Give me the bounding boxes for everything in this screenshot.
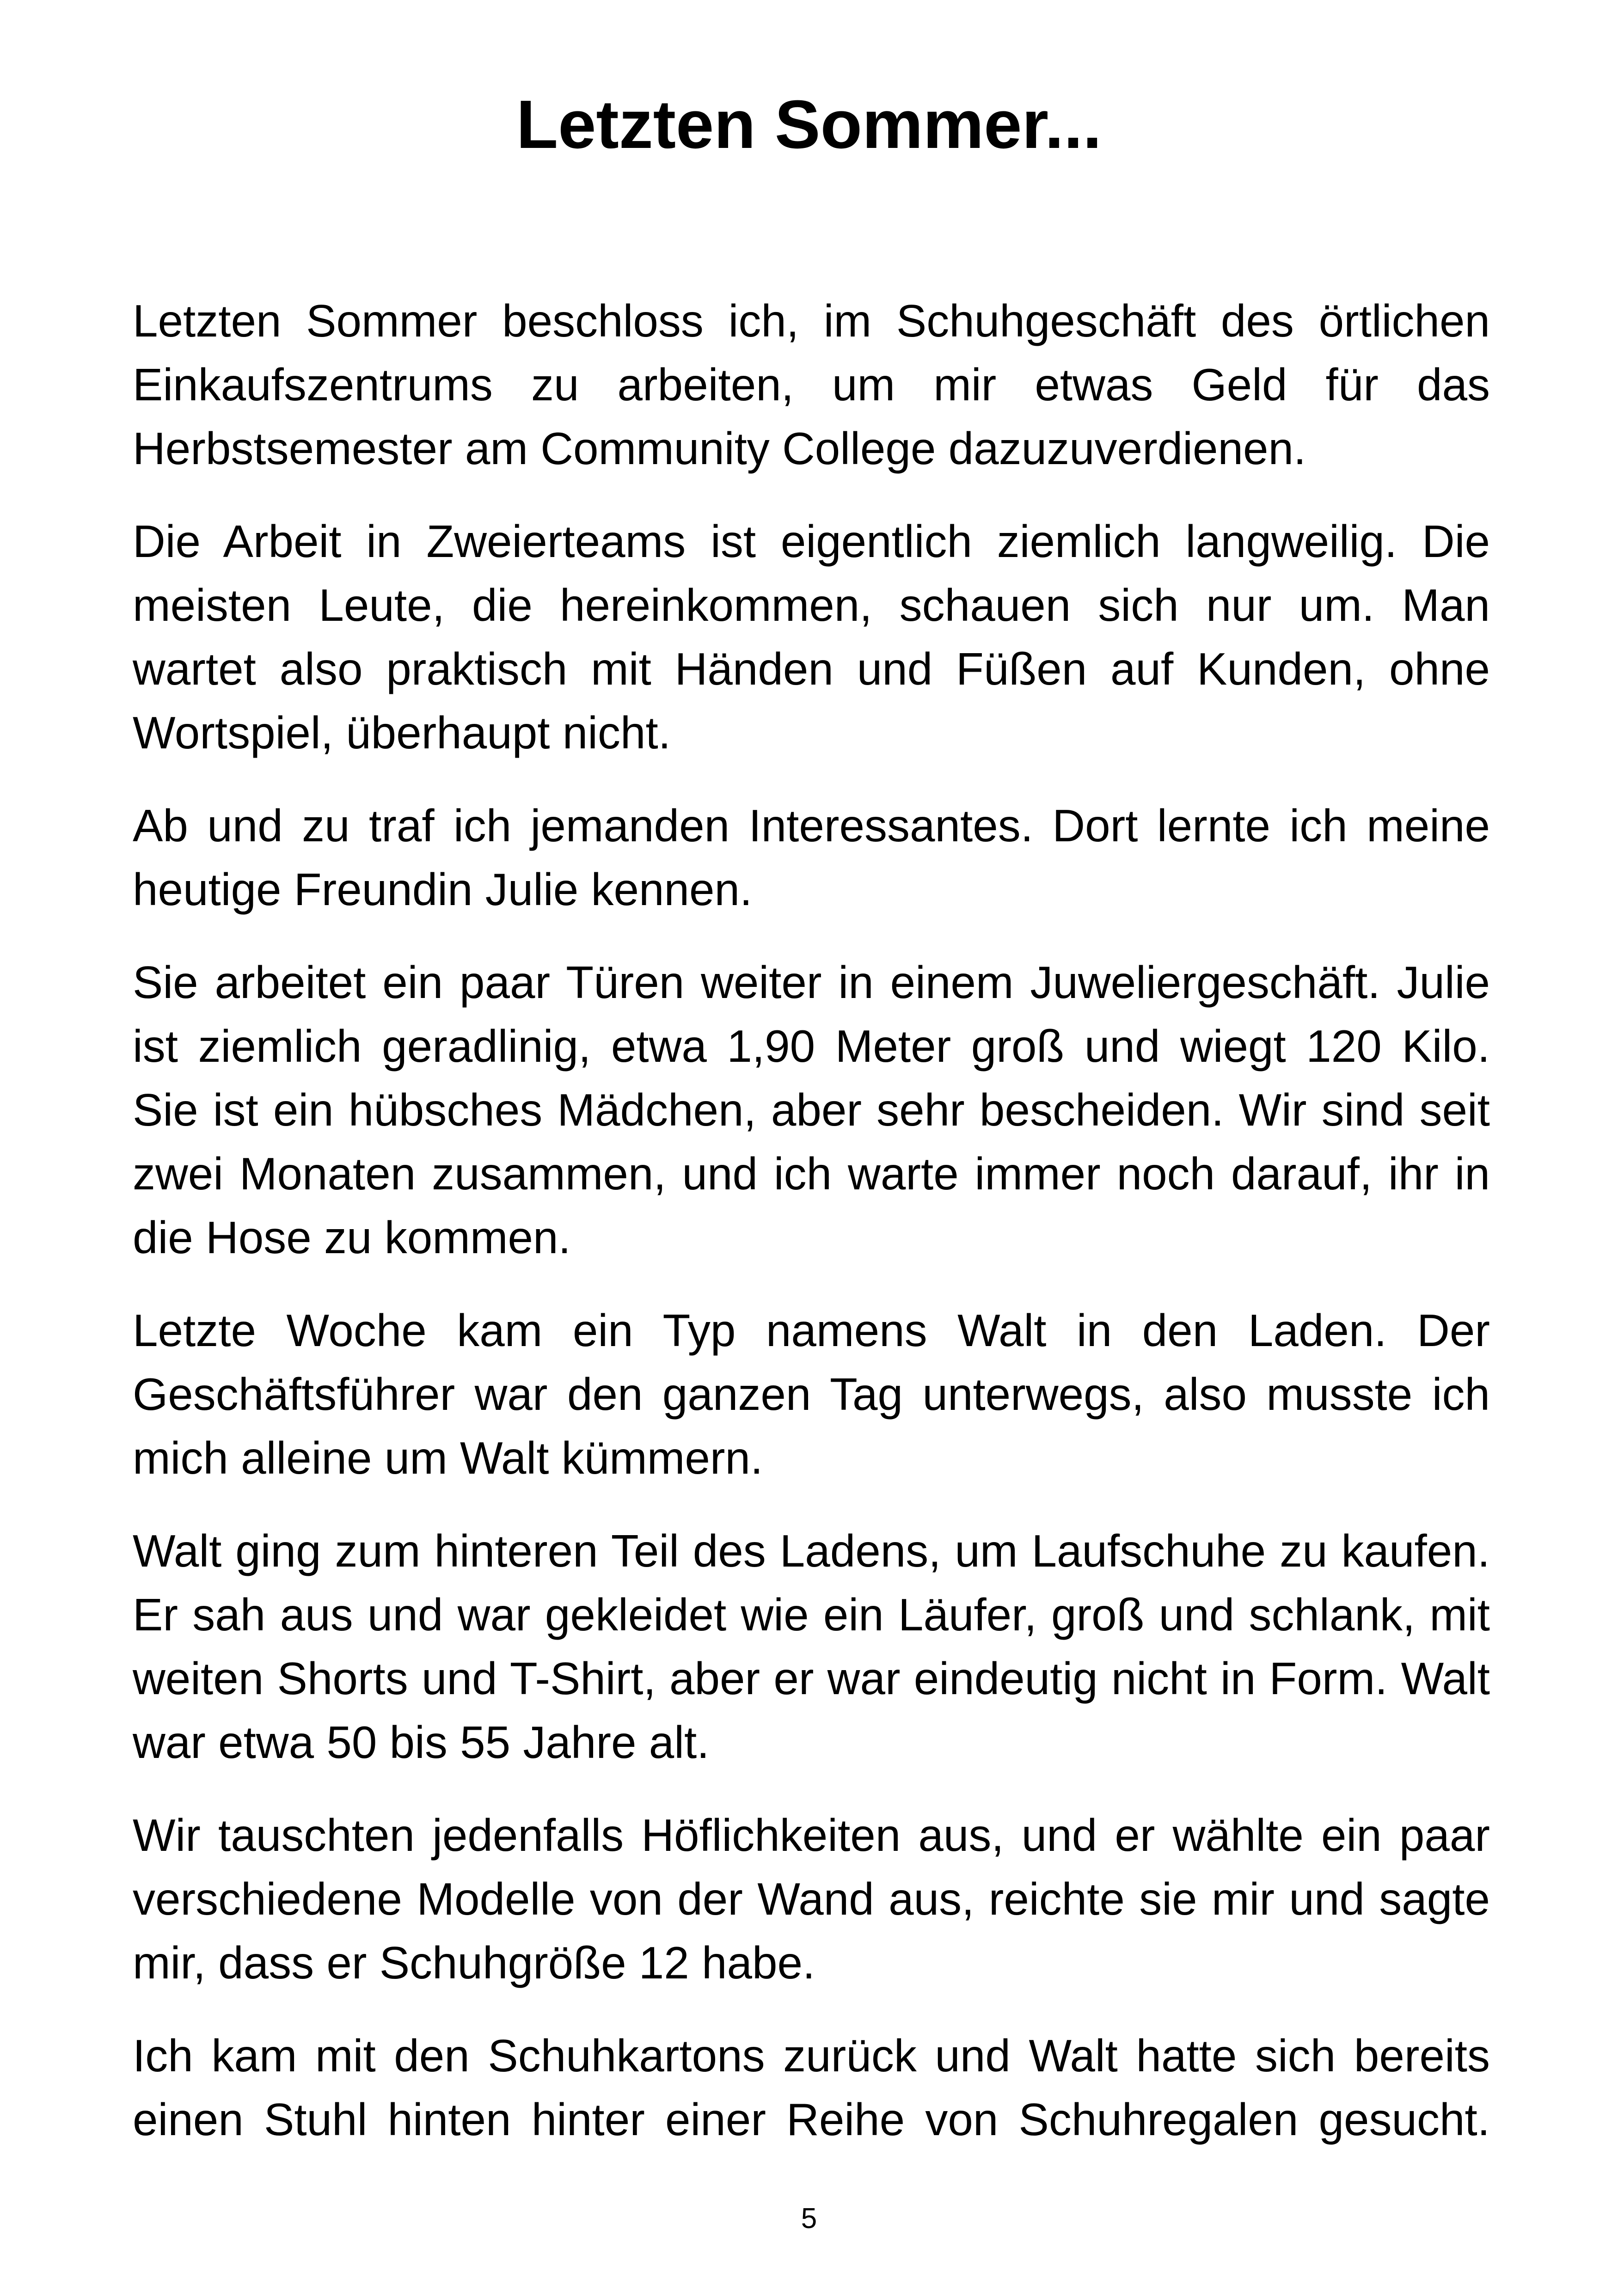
paragraph: Walt ging zum hinteren Teil des Ladens, um Laufschuhe zu kaufen. Er sah aus und war gekleidet wie ein Läufer, groß und schlank, mit weiten Shorts und T-Shirt, aber er war eindeutig nicht in Form. Walt war etwa 50 bis 55 Jahre alt. <box>133 1525 1490 1768</box>
paragraph: Ab und zu traf ich jemanden Interessantes. Dort lernte ich meine heutige Freundin Julie kennen. <box>133 800 1490 915</box>
paragraph: Die Arbeit in Zweierteams ist eigentlich ziemlich langweilig. Die meisten Leute, die hereinkommen, schauen sich nur um. Man wartet also praktisch mit Händen und Füßen auf Kunden, ohne Wortspiel, überhaupt nicht. <box>133 516 1490 758</box>
page-number: 5 <box>801 2203 817 2235</box>
body-text <box>133 289 1490 2151</box>
page-title: Letzten Sommer... <box>516 86 1102 163</box>
paragraph: Letzten Sommer beschloss ich, im Schuhgeschäft des örtlichen Einkaufszentrums zu arbeiten, um mir etwas Geld für das Herbstsemester am Community College dazuzuverdienen. <box>133 295 1490 474</box>
paragraph: Sie arbeitet ein paar Türen weiter in einem Juweliergeschäft. Julie ist ziemlich geradlinig, etwa 1,90 Meter groß und wiegt 120 Kilo. Sie ist ein hübsches Mädchen, aber sehr bescheiden. Wir sind seit zwei Monaten zusammen, und ich warte immer noch darauf, ihr in die Hose zu kommen. <box>133 957 1490 1263</box>
paragraph: Ich kam mit den Schuhkartons zurück und Walt hatte sich bereits einen Stuhl hinten hinter einer Reihe von Schuhregalen gesucht. <box>133 2030 1490 2145</box>
paragraph: Letzte Woche kam ein Typ namens Walt in den Laden. Der Geschäftsführer war den ganzen Tag unterwegs, also musste ich mich alleine um Walt kümmern. <box>133 1305 1490 1483</box>
paragraph: Wir tauschten jedenfalls Höflichkeiten aus, und er wählte ein paar verschiedene Modelle von der Wand aus, reichte sie mir und sagte mir, dass er Schuhgröße 12 habe. <box>133 1810 1490 1988</box>
